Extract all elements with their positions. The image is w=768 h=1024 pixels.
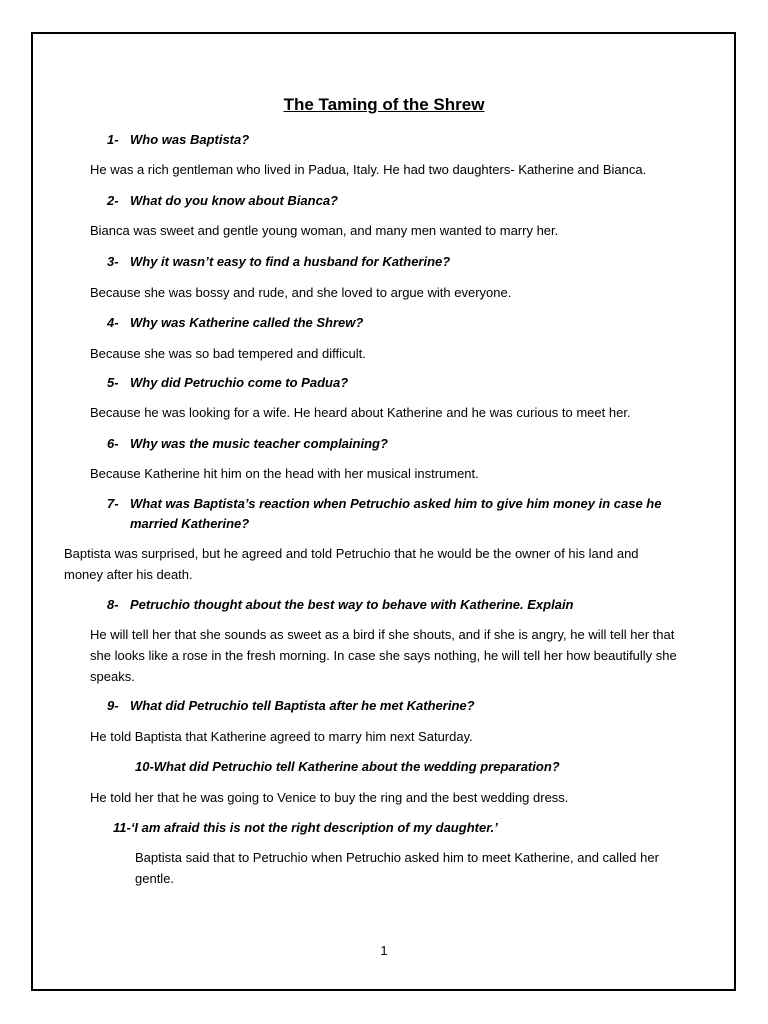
question-text: Why did Petruchio come to Padua? (130, 375, 349, 390)
question-number: 1- (107, 132, 119, 147)
question-number: 9- (107, 698, 119, 713)
question-text: Why it wasn’t easy to find a husband for Katherine? (130, 254, 451, 269)
question-number: 3- (107, 254, 119, 269)
question-number: 4- (107, 315, 119, 330)
answer-11: Baptista said that to Petruchio when Petruchio asked him to meet Katherine, and called her gentle. (135, 850, 659, 886)
answer-9: He told Baptista that Katherine agreed to marry him next Saturday. (90, 729, 473, 744)
question-number: 7- (107, 496, 119, 511)
answer-8: He will tell her that she sounds as sweet as a bird if she shouts, and if she is angry, he will tell her that she looks like a rose in the fresh morning. In case she says nothing, he will tell her how beautifully she speaks. (90, 627, 677, 684)
question-number: 2- (107, 193, 119, 208)
answer-10: He told her that he was going to Venice to buy the ring and the best wedding dress. (90, 790, 569, 805)
question-text: Why was the music teacher complaining? (130, 436, 388, 451)
question-text: 11-‘I am afraid this is not the right description of my daughter.’ (113, 820, 498, 835)
question-text: Who was Baptista? (130, 132, 250, 147)
answer-2: Bianca was sweet and gentle young woman, and many men wanted to marry her. (90, 223, 559, 238)
question-text: Petruchio thought about the best way to behave with Katherine. Explain (130, 597, 574, 612)
question-number: 8- (107, 597, 119, 612)
answer-7: Baptista was surprised, but he agreed and told Petruchio that he would be the owner of his land and money after his death. (64, 546, 639, 582)
answer-4: Because she was so bad tempered and difficult. (90, 346, 366, 361)
answer-3: Because she was bossy and rude, and she loved to argue with everyone. (90, 285, 512, 300)
question-text: What do you know about Bianca? (130, 193, 338, 208)
answer-6: Because Katherine hit him on the head with her musical instrument. (90, 466, 479, 481)
question-text: What did Petruchio tell Baptista after he met Katherine? (130, 698, 475, 713)
question-number: 5- (107, 375, 119, 390)
question-text: What was Baptista’s reaction when Petruchio asked him to give him money in case he married Katherine? (130, 496, 662, 531)
document-title: The Taming of the Shrew (283, 95, 485, 114)
question-text: Why was Katherine called the Shrew? (130, 315, 364, 330)
question-text: 10-What did Petruchio tell Katherine about the wedding preparation? (135, 759, 560, 774)
page-number: 1 (380, 943, 388, 958)
question-number: 6- (107, 436, 119, 451)
answer-5: Because he was looking for a wife. He heard about Katherine and he was curious to meet her. (90, 405, 631, 420)
answer-1: He was a rich gentleman who lived in Padua, Italy. He had two daughters- Katherine and Bianca. (90, 162, 647, 177)
